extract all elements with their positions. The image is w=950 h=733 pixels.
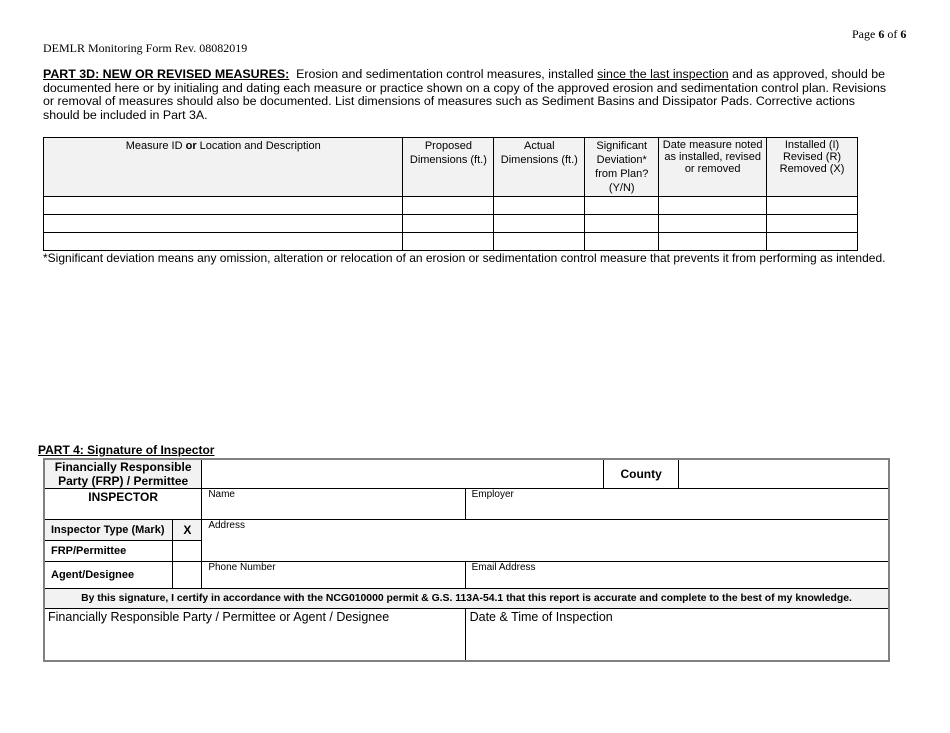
cell-status[interactable]	[767, 215, 858, 233]
signature-row	[44, 609, 889, 661]
datetime-field[interactable]: Date & Time of Inspection	[465, 609, 889, 661]
cell-actual[interactable]	[494, 215, 585, 233]
part4-title: PART 4: Signature of Inspector	[38, 443, 215, 457]
part3d-heading: PART 3D: NEW OR REVISED MEASURES:	[43, 67, 290, 81]
header-actual-dimensions: Actual Dimensions (ft.)	[494, 138, 585, 197]
cell-status[interactable]	[767, 233, 858, 251]
certification-row	[44, 589, 889, 609]
cell-deviation[interactable]	[585, 233, 659, 251]
part3d-underlined: since the last inspection	[597, 67, 729, 81]
email-field[interactable]: Email Address	[465, 562, 889, 589]
page-total: 6	[900, 27, 907, 41]
page-of: of	[884, 27, 901, 41]
cell-proposed[interactable]	[403, 215, 494, 233]
table-row	[44, 233, 858, 251]
page-number	[852, 27, 906, 42]
county-field[interactable]	[679, 459, 889, 489]
part3d-text-before: Erosion and sedimentation control measures, installed	[289, 67, 598, 81]
cell-deviation[interactable]	[585, 197, 659, 215]
table-row	[44, 197, 858, 215]
inspector-label: INSPECTOR	[44, 489, 202, 520]
cell-date[interactable]	[659, 197, 767, 215]
cell-proposed[interactable]	[403, 197, 494, 215]
measures-table	[43, 137, 858, 251]
employer-field[interactable]: Employer	[465, 489, 889, 520]
phone-field[interactable]: Phone Number	[202, 562, 465, 589]
cell-measure-id[interactable]	[44, 233, 403, 251]
header-status: Installed (I) Revised (R) Removed (X)	[767, 138, 858, 197]
form-revision: DEMLR Monitoring Form Rev. 08082019	[43, 41, 248, 55]
frp-row	[44, 459, 889, 489]
page-label: Page	[852, 27, 879, 41]
cell-proposed[interactable]	[403, 233, 494, 251]
cell-measure-id[interactable]	[44, 197, 403, 215]
part3d-instructions	[43, 68, 888, 123]
frp-permittee-mark[interactable]	[173, 541, 202, 562]
frp-label: Financially Responsible Party (FRP) / Permittee	[44, 459, 202, 489]
measures-header-row	[44, 138, 858, 197]
cell-actual[interactable]	[494, 197, 585, 215]
frp-permittee-label: FRP/Permittee	[44, 541, 173, 562]
cell-status[interactable]	[767, 197, 858, 215]
mark-header: X	[173, 520, 202, 541]
header-date-noted: Date measure noted as installed, revised or removed	[659, 138, 767, 197]
cell-deviation[interactable]	[585, 215, 659, 233]
agent-row	[44, 562, 889, 589]
header-significant-deviation: Significant Deviation* from Plan? (Y/N)	[585, 138, 659, 197]
agent-designee-mark[interactable]	[173, 562, 202, 589]
cell-date[interactable]	[659, 233, 767, 251]
cell-actual[interactable]	[494, 233, 585, 251]
inspector-type-label: Inspector Type (Mark)	[44, 520, 173, 541]
page-current: 6	[878, 27, 885, 41]
signature-field[interactable]: Financially Responsible Party / Permittee or Agent / Designee	[44, 609, 465, 661]
cell-date[interactable]	[659, 215, 767, 233]
part3d-text-after: and as approved, should be documented here or by initialing and dating each measure or practice shown on a copy of the approved erosion and sedimentation control plan. Revisions or removal of measures should also be documented. List dimensions of measures such as Sediment Basins and Dissipator Pads. Corrective actions should be included in Part 3A.	[43, 67, 887, 123]
frp-field[interactable]	[202, 459, 604, 489]
name-field[interactable]: Name	[202, 489, 465, 520]
address-field[interactable]: Address	[202, 520, 889, 562]
county-label: County	[604, 459, 679, 489]
name-row	[44, 489, 889, 520]
header-proposed-dimensions: Proposed Dimensions (ft.)	[403, 138, 494, 197]
agent-designee-label: Agent/Designee	[44, 562, 173, 589]
table-row	[44, 215, 858, 233]
header-measure-id: Measure ID or Location and Description	[44, 138, 403, 197]
cell-measure-id[interactable]	[44, 215, 403, 233]
inspector-type-row	[44, 520, 889, 541]
certification-statement: By this signature, I certify in accordance with the NCG010000 permit & G.S. 113A-54.1 that this report is accurate and complete to the best of my knowledge.	[44, 589, 889, 609]
footnote: *Significant deviation means any omission, alteration or relocation of an erosion or sedimentation control measure that prevents it from performing as intended.	[43, 251, 886, 265]
signature-table	[43, 458, 890, 662]
